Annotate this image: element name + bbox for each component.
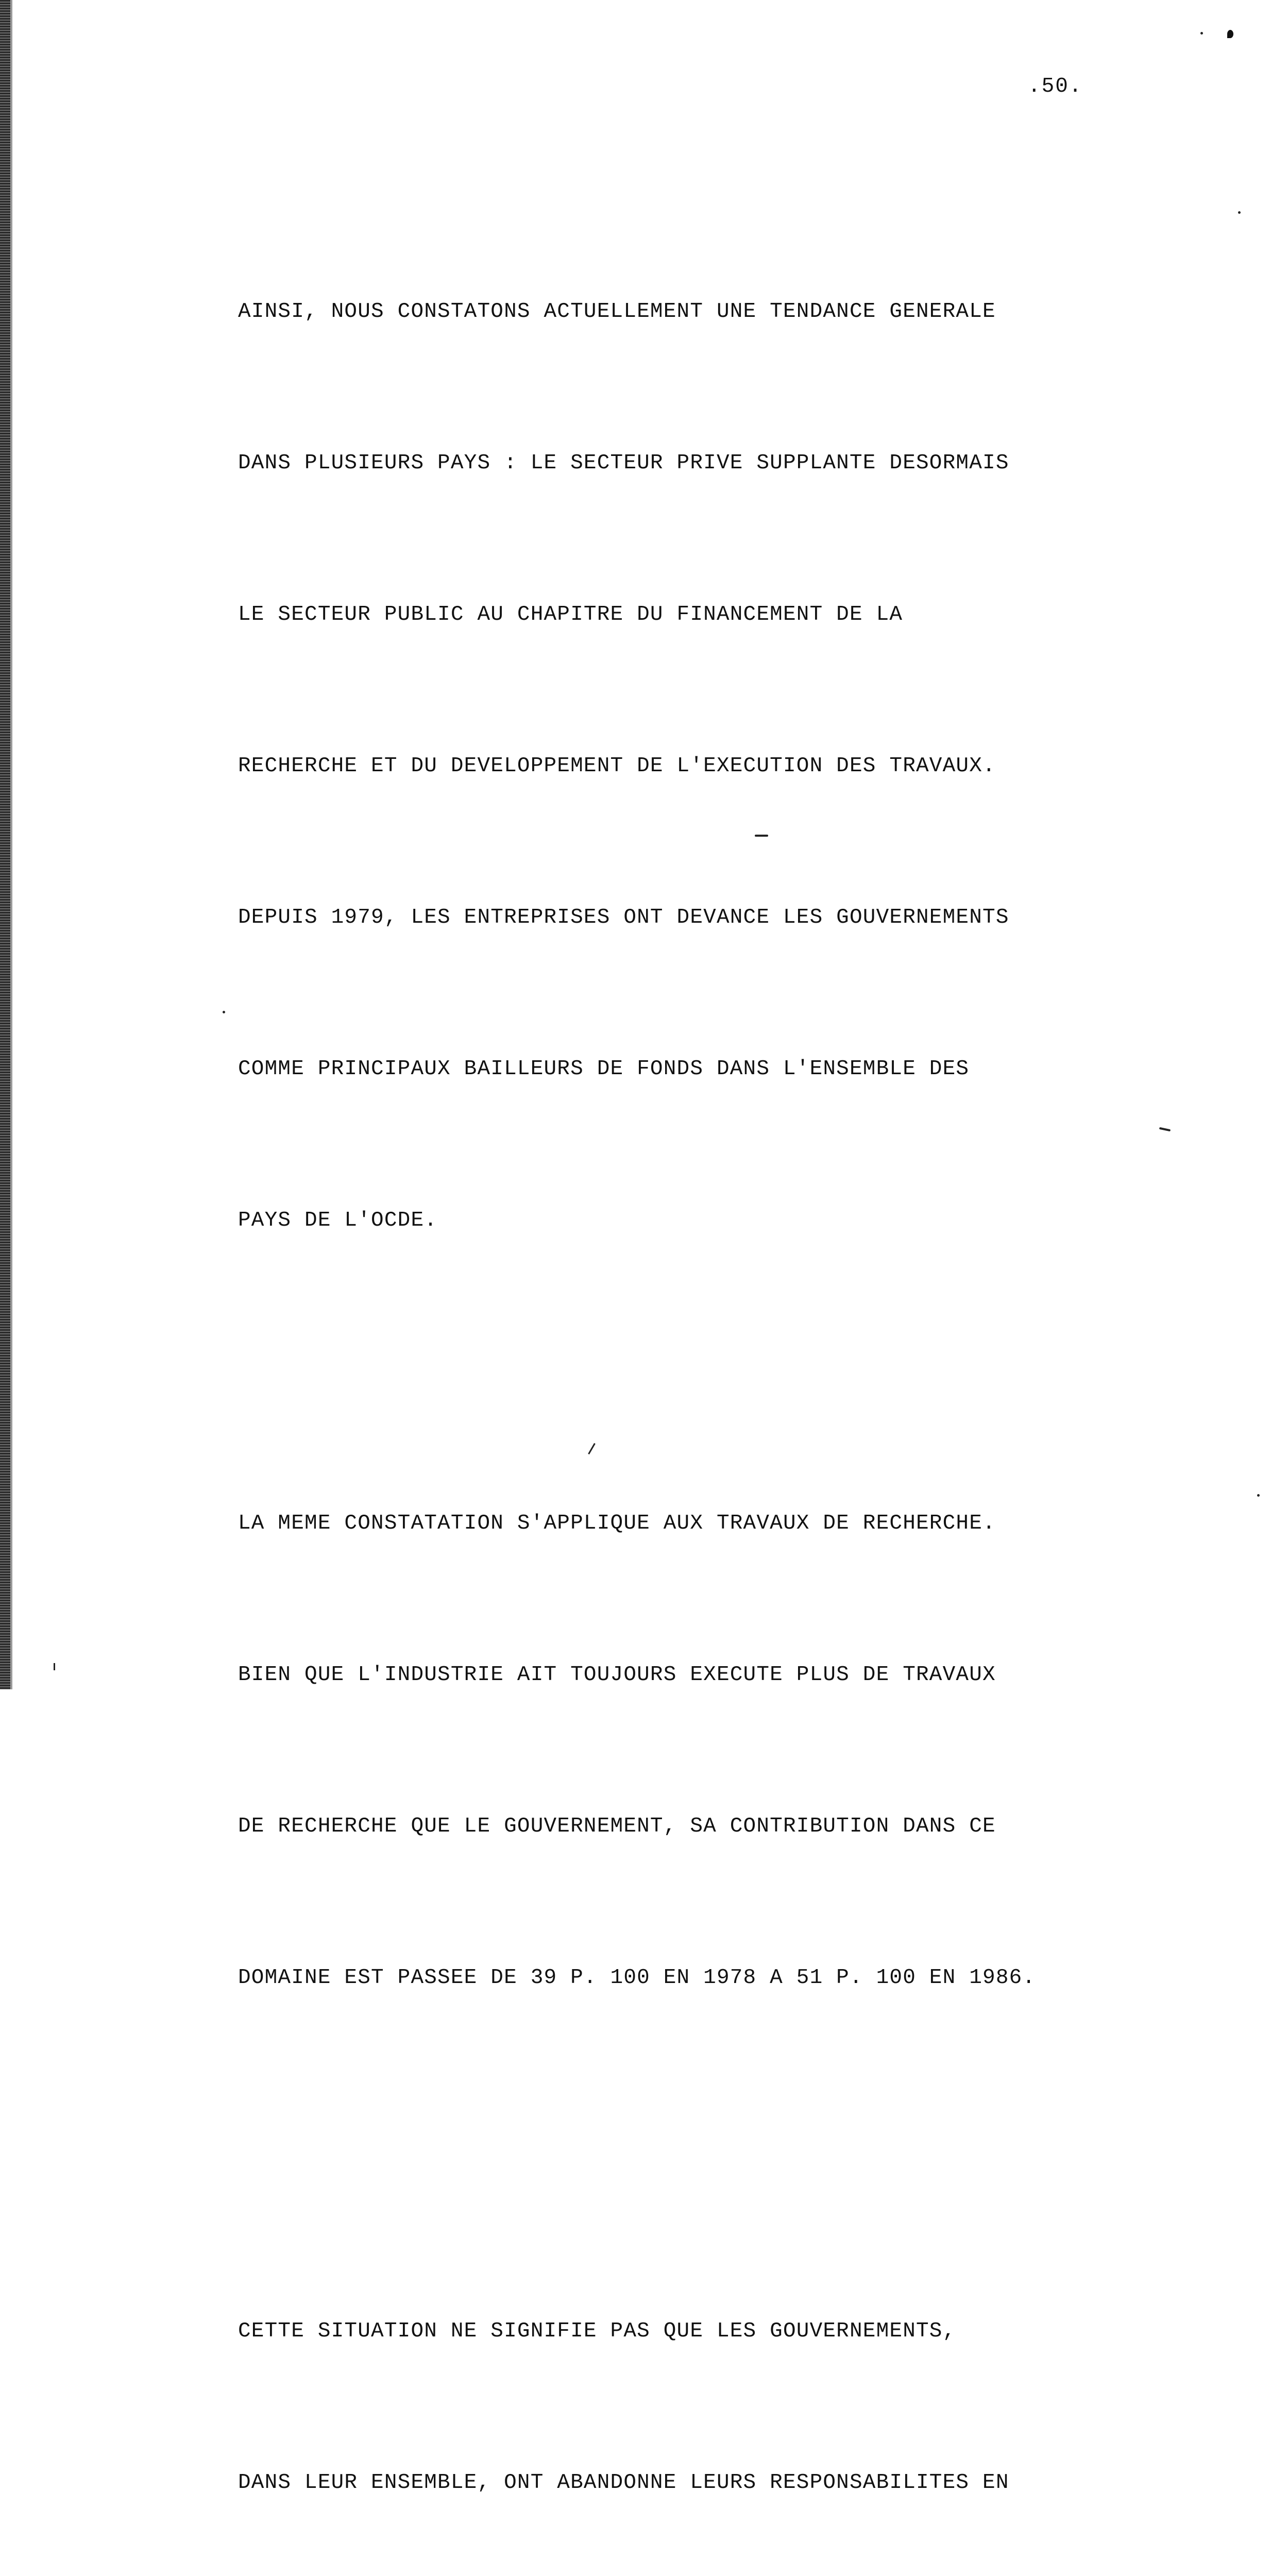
text-line: RECHERCHE ET DU DEVELOPPEMENT DE L'EXECUTION DES TRAVAUX. xyxy=(238,754,996,778)
document-body xyxy=(238,185,1176,2576)
scan-binding-shadow xyxy=(10,0,12,1689)
text-line: CETTE SITUATION NE SIGNIFIE PAS QUE LES GOUVERNEMENTS, xyxy=(238,2319,956,2343)
paragraph-3 xyxy=(238,2205,1176,2576)
scan-speck-mark xyxy=(1257,1494,1260,1497)
text-line: PAYS DE L'OCDE. xyxy=(238,1209,438,1232)
text-line: DANS PLUSIEURS PAYS : LE SECTEUR PRIVE SUPPLANTE DESORMAIS xyxy=(238,451,1009,475)
scan-speck-mark xyxy=(755,835,768,837)
paragraph-2 xyxy=(238,1397,1176,2104)
text-line: AINSI, NOUS CONSTATONS ACTUELLEMENT UNE TENDANCE GENERALE xyxy=(238,300,996,324)
text-line: BIEN QUE L'INDUSTRIE AIT TOUJOURS EXECUTE PLUS DE TRAVAUX xyxy=(238,1663,996,1687)
text-line: COMME PRINCIPAUX BAILLEURS DE FONDS DANS L'ENSEMBLE DES xyxy=(238,1057,970,1081)
text-line: DOMAINE EST PASSEE DE 39 P. 100 EN 1978 A 51 P. 100 EN 1986. xyxy=(238,1966,1036,1990)
scan-speck-mark xyxy=(1200,32,1203,35)
text-line: LA MEME CONSTATATION S'APPLIQUE AUX TRAVAUX DE RECHERCHE. xyxy=(238,1512,996,1535)
scan-speck-mark xyxy=(223,1011,225,1013)
page-number: .50. xyxy=(1028,75,1083,98)
text-line: LE SECTEUR PUBLIC AU CHAPITRE DU FINANCEMENT DE LA xyxy=(238,603,903,626)
scan-binding-edge xyxy=(0,0,10,1689)
paragraph-1 xyxy=(238,185,1176,1347)
scan-speck-mark xyxy=(54,1663,55,1670)
scan-speck-mark xyxy=(1227,30,1233,38)
scan-speck-mark xyxy=(1238,211,1241,214)
text-line: DE RECHERCHE QUE LE GOUVERNEMENT, SA CONTRIBUTION DANS CE xyxy=(238,1815,996,1838)
text-line: DANS LEUR ENSEMBLE, ONT ABANDONNE LEURS RESPONSABILITES EN xyxy=(238,2471,1009,2495)
text-line: DEPUIS 1979, LES ENTREPRISES ONT DEVANCE LES GOUVERNEMENTS xyxy=(238,906,1009,929)
